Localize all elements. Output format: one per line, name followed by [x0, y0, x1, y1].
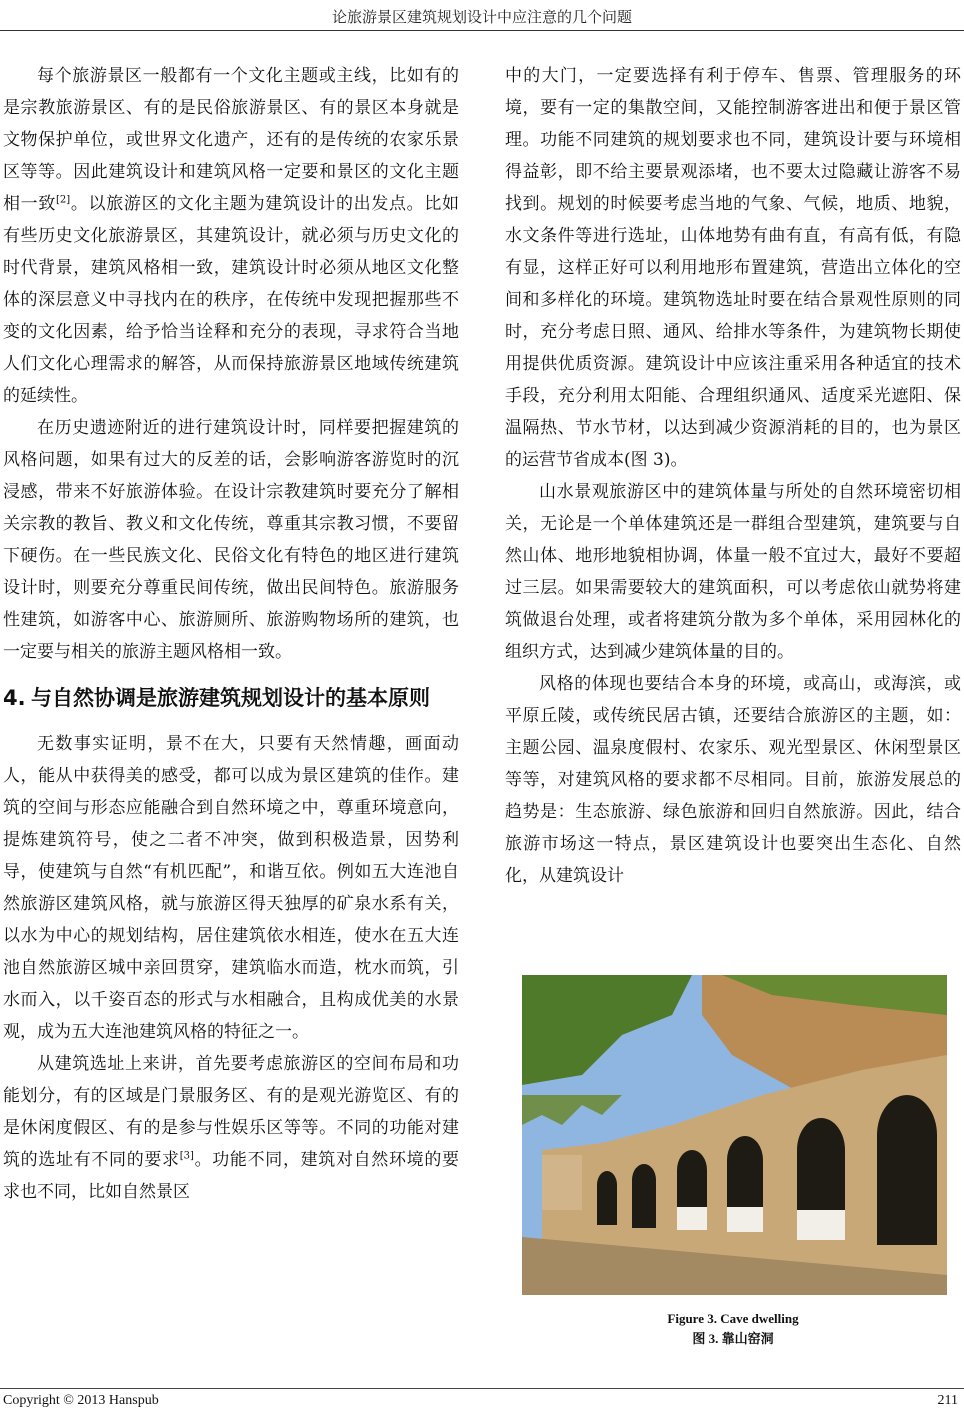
figure-caption-english: Figure 3. Cave dwelling — [667, 1311, 799, 1326]
paragraph-text: 每个旅游景区一般都有一个文化主题或主线，比如有的是宗教旅游景区、有的是民俗旅游景区、有的景区本身就是文物保护单位，或世界文化遗产，还有的是传统的农家乐景区等等。因此建筑设计和建筑风格一定要和景区的文化主题相一致 — [3, 66, 459, 214]
white-base-wall — [727, 1207, 763, 1232]
cave-doorway — [877, 1095, 937, 1245]
footer-rule — [0, 1388, 964, 1389]
figure-caption-chinese: 图 3. 靠山窑洞 — [692, 1331, 774, 1346]
cave-doorway — [632, 1164, 656, 1228]
white-base-wall — [677, 1207, 707, 1230]
paragraph — [3, 60, 459, 412]
paragraph-text: 。以旅游区的文化主题为建筑设计的出发点。比如有些历史文化旅游景区，其建筑设计，就必须与历史文化的时代背景，建筑风格相一致，建筑设计时必须从地区文化整体的深层意义中寻找内在的秩序，在传统中发现把握那些不变的文化因素，给予恰当诠释和充分的表现，寻求符合当地人们文化心理需求的解答，从而保持旅游景区地域传统建筑的延续性。 — [3, 194, 460, 406]
side-building — [542, 1155, 582, 1210]
citation-ref: [2] — [56, 194, 71, 206]
paragraph-text: 从建筑选址上来讲，首先要考虑旅游区的空间布局和功能划分，有的区域是门景服务区、有的是观光游览区、有的是休闲度假区、有的是参与性娱乐区等等。不同的功能对建筑的选址有不同的要求 — [3, 1054, 459, 1170]
left-column — [3, 60, 459, 1208]
header-rule — [0, 30, 964, 31]
paragraph-text: 。功能不同，建筑对自然环境的要求也不同，比如自然景区 — [3, 1150, 460, 1202]
section-title: 与自然协调是旅游建筑规划设计的基本原则 — [31, 686, 430, 710]
citation-ref: [3] — [179, 1150, 194, 1162]
section-heading — [3, 682, 459, 714]
cave-dwelling-illustration — [522, 975, 947, 1295]
page-number: 211 — [937, 1393, 958, 1408]
paragraph: 无数事实证明，景不在大，只要有天然情趣，画面动人，能从中获得美的感受，都可以成为景区建筑的佳作。建筑的空间与形态应能融合到自然环境之中，尊重环境意向，提炼建筑符号，使之二者不冲突，做到积极造景，因势利导，使建筑与自然“有机匹配”，和谐互依。例如五大连池自然旅游区建筑风格，就与旅游区得天独厚的矿泉水系有关，以水为中心的规划结构，居住建筑依水相连，使水在五大连池自然旅游区城中亲回贯穿，建筑临水而造，枕水而筑，引水而入，以千姿百态的形式与水相融合，且构成优美的水景观，成为五大连池建筑风格的特征之一。 — [3, 734, 459, 1042]
section-number: 4. — [3, 686, 26, 710]
right-column — [505, 60, 961, 892]
cave-doorway — [597, 1171, 617, 1225]
white-base-wall — [797, 1210, 845, 1240]
copyright-notice: Copyright © 2013 Hanspub — [3, 1393, 159, 1408]
paragraph: 风格的体现也要结合本身的环境，或高山，或海滨，或平原丘陵，或传统民居古镇，还要结合旅游区的主题，如：主题公园、温泉度假村、农家乐、观光型景区、休闲型景区等等，对建筑风格的要求都不尽相同。目前，旅游发展总的趋势是：生态旅游、绿色旅游和回归自然旅游。因此，结合旅游市场这一特点，景区建筑设计也要突出生态化、自然化，从建筑设计 — [505, 674, 961, 886]
running-header-title: 论旅游景区建筑规划设计中应注意的几个问题 — [331, 8, 632, 26]
cave-dwelling-photo — [522, 975, 947, 1295]
paragraph: 在历史遗迹附近的进行建筑设计时，同样要把握建筑的风格问题，如果有过大的反差的话，会影响游客游览时的沉浸感，带来不好旅游体验。在设计宗教建筑时要充分了解相关宗教的教旨、教义和文化传统，尊重其宗教习惯，不要留下硬伤。在一些民族文化、民俗文化有特色的地区进行建筑设计时，则要充分尊重民间传统，做出民间特色。旅游服务性建筑，如游客中心、旅游厕所、旅游购物场所的建筑，也一定要与相关的旅游主题风格相一致。 — [3, 418, 459, 662]
paragraph — [3, 1048, 459, 1208]
paragraph: 山水景观旅游区中的建筑体量与所处的自然环境密切相关，无论是一个单体建筑还是一群组合型建筑，建筑要与自然山体、地形地貌相协调，体量一般不宜过大，最好不要超过三层。如果需要较大的建筑面积，可以考虑依山就势将建筑做退台处理，或者将建筑分散为多个单体，采用园林化的组织方式，达到减少建筑体量的目的。 — [505, 482, 961, 662]
paragraph: 中的大门，一定要选择有利于停车、售票、管理服务的环境，要有一定的集散空间，又能控制游客进出和便于景区管理。功能不同建筑的规划要求也不同，建筑设计要与环境相得益彰，即不给主要景观添堵，也不要太过隐藏让游客不易找到。规划的时候要考虑当地的气象、气候，地质、地貌，水文条件等进行选址，山体地势有曲有直，有高有低，有隐有显，这样正好可以利用地形布置建筑，营造出立体化的空间和多样化的环境。建筑物选址时要在结合景观性原则的同时，充分考虑日照、通风、给排水等条件，为建筑物长期使用提供优质资源。建筑设计中应该注重采用各种适宜的技术手段，充分利用太阳能、合理组织通风、适度采光遮阳、保温隔热、节水节材，以达到减少资源消耗的目的，也为景区的运营节省成本(图 3)。 — [505, 66, 961, 470]
